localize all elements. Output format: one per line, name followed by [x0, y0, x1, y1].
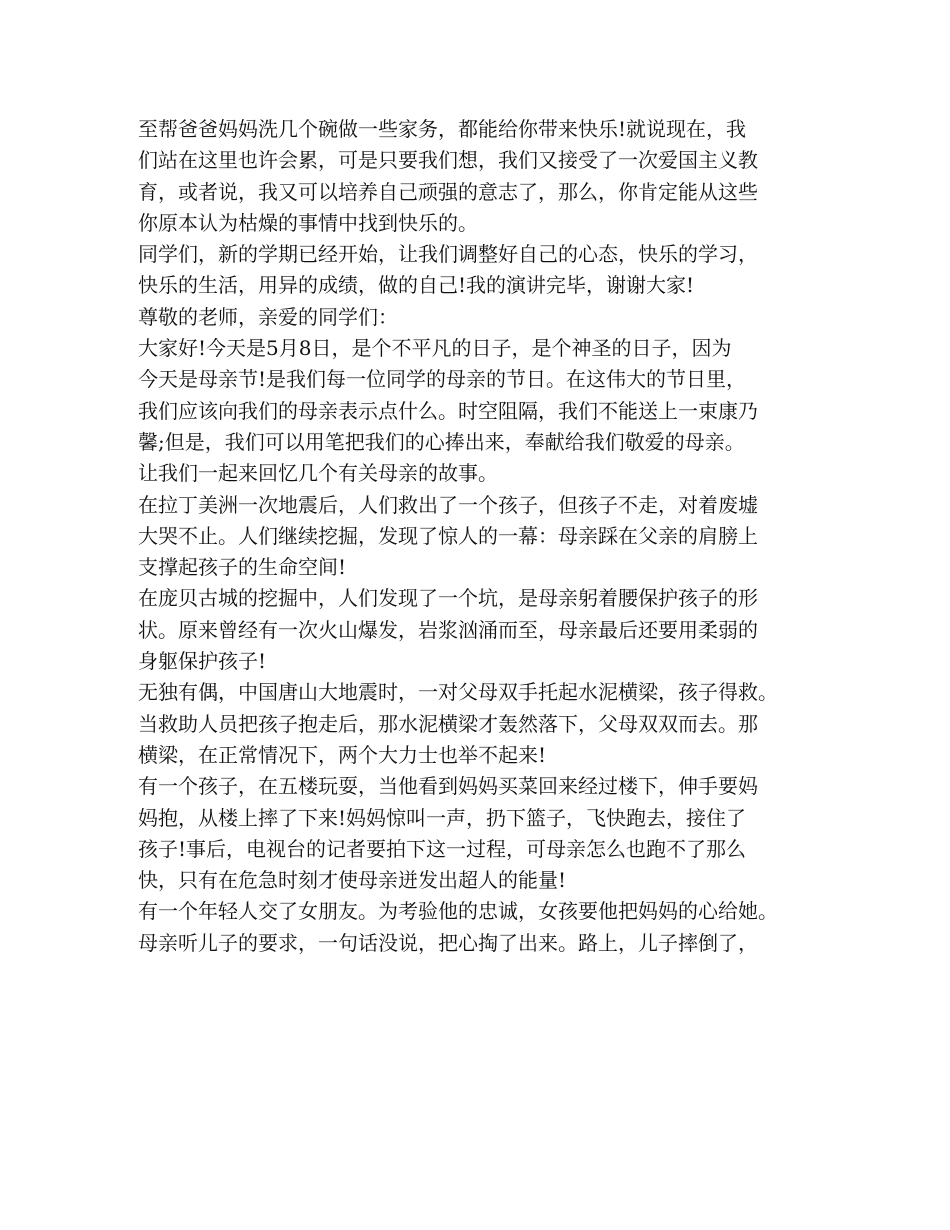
text-line: 大哭不止。人们继续挖掘，发现了惊人的一幕：母亲踩在父亲的肩膀上	[138, 523, 758, 548]
text-line: 当救助人员把孩子抱走后，那水泥横梁才轰然落下，父母双双而去。那	[138, 711, 758, 736]
document-text-body	[138, 114, 828, 959]
text-line: 支撑起孩子的生命空间!	[138, 555, 347, 580]
text-line: 今天是母亲节!是我们每一位同学的母亲的节日。在这伟大的节日里，	[138, 367, 747, 392]
text-line: 妈抱，从楼上摔了下来!妈妈惊叫一声，扔下篮子，飞快跑去，接住了	[138, 805, 747, 830]
text-line: 们站在这里也许会累，可是只要我们想，我们又接受了一次爱国主义教	[138, 148, 758, 173]
text-line: 在庞贝古城的挖掘中，人们发现了一个坑，是母亲躬着腰保护孩子的形	[138, 586, 758, 611]
text-line: 尊敬的老师，亲爱的同学们：	[138, 304, 398, 329]
text-line: 我们应该向我们的母亲表示点什么。时空阻隔，我们不能送上一束康乃	[138, 398, 758, 423]
text-line: 有一个孩子，在五楼玩耍，当他看到妈妈买菜回来经过楼下，伸手要妈	[138, 774, 758, 799]
text-line: 快，只有在危急时刻才使母亲迸发出超人的能量!	[138, 868, 567, 893]
text-line: 横梁，在正常情况下，两个大力士也举不起来!	[138, 742, 547, 767]
text-line: 同学们，新的学期已经开始，让我们调整好自己的心态，快乐的学习，	[138, 242, 758, 267]
text-line: 有一个年轻人交了女朋友。为考验他的忠诚，女孩要他把妈妈的心给她。	[138, 899, 778, 924]
text-line: 母亲听儿子的要求，一句话没说，把心掏了出来。路上，儿子摔倒了，	[138, 930, 758, 955]
text-line: 让我们一起来回忆几个有关母亲的故事。	[138, 461, 498, 486]
text-line: 快乐的生活，用异的成绩，做的自己!我的演讲完毕，谢谢大家!	[138, 273, 695, 298]
text-line: 在拉丁美洲一次地震后，人们救出了一个孩子，但孩子不走，对着废墟	[138, 492, 758, 517]
text-line: 无独有偶，中国唐山大地震时，一对父母双手托起水泥横梁，孩子得救。	[138, 680, 778, 705]
text-line: 大家好!今天是5月8日，是个不平凡的日子，是个神圣的日子，因为	[138, 336, 732, 361]
text-line: 育，或者说，我又可以培养自己顽强的意志了，那么，你肯定能从这些	[138, 179, 758, 204]
text-line: 身躯保护孩子!	[138, 649, 267, 674]
text-line: 至帮爸爸妈妈洗几个碗做一些家务，都能给你带来快乐!就说现在，我	[138, 117, 747, 141]
text-line: 你原本认为枯燥的事情中找到快乐的。	[138, 210, 478, 235]
text-line: 馨;但是，我们可以用笔把我们的心捧出来，奉献给我们敬爱的母亲。	[138, 429, 745, 454]
text-line: 状。原来曾经有一次火山爆发，岩浆汹涌而至，母亲最后还要用柔弱的	[138, 617, 758, 642]
text-line: 孩子!事后，电视台的记者要拍下这一过程，可母亲怎么也跑不了那么	[138, 836, 747, 861]
